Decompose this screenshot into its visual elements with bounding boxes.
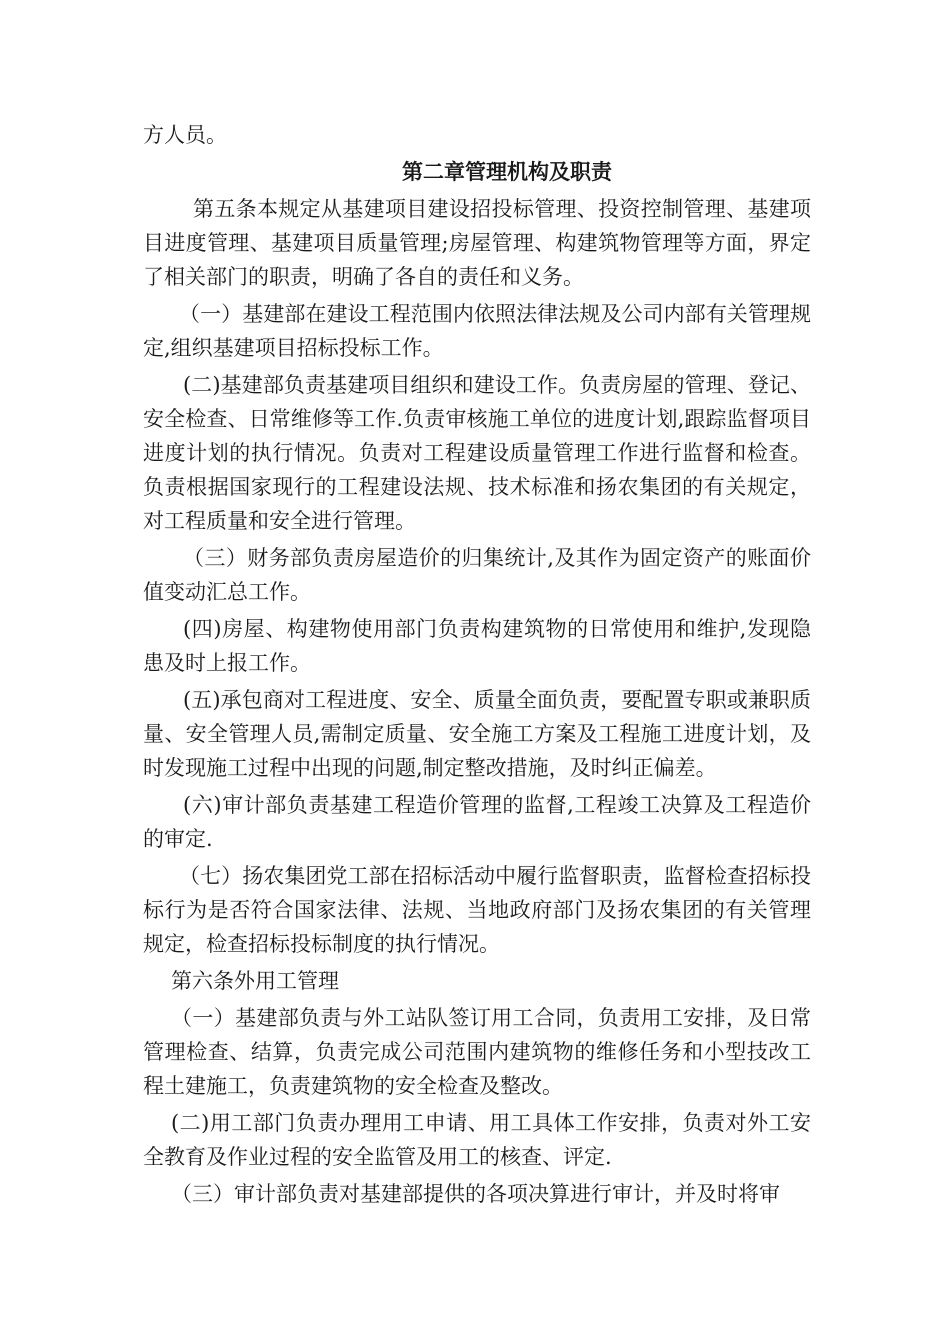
clause-3-paragraph: （三）财务部负责房屋造价的归集统计,及其作为固定资产的账面价值变动汇总工作。: [143, 546, 811, 604]
article-5-paragraph: 第五条本规定从基建项目建设招投标管理、投资控制管理、基建项目进度管理、基建项目质量管理;房屋管理、构建筑物管理等方面，界定了相关部门的职责，明确了各自的责任和义务。: [143, 197, 811, 289]
clause-5-paragraph: (五)承包商对工程进度、安全、质量全面负责，要配置专职或兼职质量、安全管理人员,需制定质量、安全施工方案及工程施工进度计划，及时发现施工过程中出现的问题,制定整改措施，及时纠正偏差。: [143, 688, 811, 780]
clause-2-paragraph: (二)基建部负责基建项目组织和建设工作。负责房屋的管理、登记、安全检查、日常维修等工作.负责审核施工单位的进度计划,跟踪监督项目进度计划的执行情况。负责对工程建设质量管理工作进行监督和检查。负责根据国家现行的工程建设法规、技术标准和扬农集团的有关规定，对工程质量和安全进行管理。: [143, 373, 811, 533]
clause-1-paragraph: （一）基建部在建设工程范围内依照法律法规及公司内部有关管理规定,组织基建项目招标投标工作。: [143, 302, 811, 360]
document-page: [143, 118, 811, 1214]
clause-7-paragraph: （七）扬农集团党工部在招标活动中履行监督职责，监督检查招标投标行为是否符合国家法律、法规、当地政府部门及扬农集团的有关管理规定，检查招标投标制度的执行情况。: [143, 864, 811, 956]
clause-6-paragraph: (六)审计部负责基建工程造价管理的监督,工程竣工决算及工程造价的审定.: [143, 793, 811, 851]
clause-4-paragraph: (四)房屋、构建物使用部门负责构建筑物的日常使用和维护,发现隐患及时上报工作。: [143, 617, 811, 675]
labor-clause-2-paragraph: (二)用工部门负责办理用工申请、用工具体工作安排，负责对外工安全教育及作业过程的安全监管及用工的核查、评定.: [143, 1111, 811, 1169]
labor-clause-1-paragraph: （一）基建部负责与外工站队签订用工合同，负责用工安排，及日常管理检查、结算，负责完成公司范围内建筑物的维修任务和小型技改工程土建施工，负责建筑物的安全检查及整改。: [143, 1006, 811, 1098]
article-6-heading: 第六条外用工管理: [171, 969, 339, 993]
chapter-title: 第二章管理机构及职责: [402, 159, 612, 184]
labor-clause-3-paragraph: （三）审计部负责对基建部提供的各项决算进行审计，并及时将审: [171, 1182, 780, 1206]
continuation-text: 方人员。: [143, 123, 227, 147]
